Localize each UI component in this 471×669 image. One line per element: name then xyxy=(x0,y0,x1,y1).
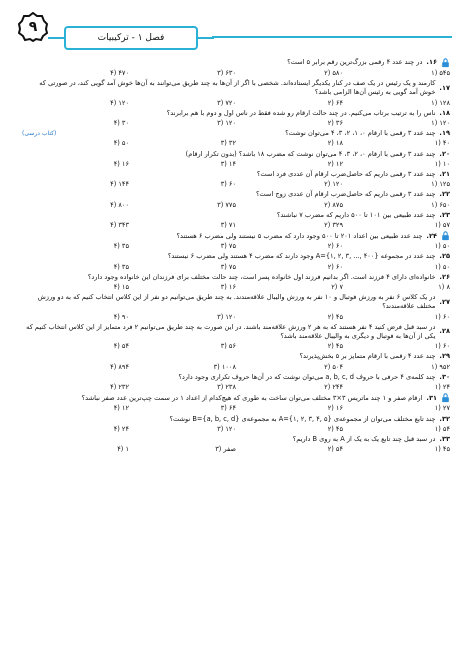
answer-option: ۶۴ (۳ xyxy=(220,404,236,413)
question-text: در چند عدد ۴ رقمی بزرگ‌ترین رقم برابر ۵ است؟ xyxy=(287,58,423,67)
answer-option: ۳۰ (۴ xyxy=(113,119,129,128)
question-number: ۲۷. xyxy=(439,297,450,306)
lock-icon xyxy=(441,58,450,68)
answer-option: ۴۷۰ (۴ xyxy=(110,69,129,77)
answer-option: ۱۲ (۲ xyxy=(327,159,343,168)
answer-option: ۸۰۰ (۴ xyxy=(110,200,129,209)
answer-option: ۱ (۴ xyxy=(117,445,129,454)
question-text: ارقام صفر و ۱ چند ماتریس ۳×۳ مختلف می‌توان ساخت به طوری که هیچ‌کدام از اعداد ۱ در سمت چپ‌ترین عدد صفر نباشد؟ xyxy=(81,393,423,402)
question-item xyxy=(22,211,450,230)
question-number: ۲۵. xyxy=(439,252,450,261)
question-number: ۲۳. xyxy=(439,210,450,219)
answer-option: ۲۴ (۱ xyxy=(434,383,450,392)
answer-option: ۳۶ (۲ xyxy=(327,119,343,128)
answer-options xyxy=(22,119,450,128)
question-text: چند کلمه‌ی ۴ حرفی با حروف a, b, c, d می‌توان نوشت که در آن‌ها حروف تکراری وجود دارد؟ xyxy=(178,372,436,381)
question-text: چند عدد ۳ رقمی داریم که حاصل‌ضرب ارقام آن عددی فرد است؟ xyxy=(256,170,436,179)
question-item xyxy=(22,79,450,108)
answer-options xyxy=(22,383,450,392)
answer-option: ۱۲۰ (۲ xyxy=(324,180,343,189)
answer-option: ۵۴ (۴ xyxy=(113,342,129,351)
chapter-title: فصل ۱ - ترکیبیات xyxy=(64,26,198,50)
answer-option: ۵۰ (۴ xyxy=(113,139,129,148)
answer-option: ۵۷ (۱ xyxy=(434,221,450,230)
answer-options xyxy=(22,99,450,108)
question-number: ۱۸. xyxy=(439,108,450,117)
answer-option: ۶۰ (۲ xyxy=(327,262,343,271)
question-line xyxy=(22,293,450,311)
question-item xyxy=(22,150,450,169)
answer-option: ۱۶ (۲ xyxy=(327,404,343,413)
answer-option: ۱۴۴ (۴ xyxy=(110,180,129,189)
answer-option: ۶۵۰ (۱ xyxy=(431,200,450,209)
question-text: کارمند و یک رئیس در یک صف در کنار یکدیگر ایستاده‌اند. شخصی با اگر از آن‌ها به چند طریق می‌توانند به آن‌ها خوش آمد گویی کند، در صورتی که خوش آمد گویی به رئیس آن‌ها الزامی باشد؟ xyxy=(39,79,436,97)
answer-option: ۴۵ (۱ xyxy=(434,445,450,454)
answer-option: ۷۵ (۳ xyxy=(220,242,236,251)
answer-option: ۲۴ (۴ xyxy=(113,424,129,433)
answer-option: ۷ (۲ xyxy=(331,283,343,292)
question-number: ۲۰. xyxy=(439,149,450,158)
answer-option: ۵۴۵ (۱ xyxy=(431,69,450,77)
question-line xyxy=(22,170,450,179)
question-line xyxy=(22,352,450,361)
question-item xyxy=(22,231,450,251)
answer-option: ۳۴۳ (۴ xyxy=(110,221,129,230)
question-text: در سبد قبل چند تابع یک به یک از A به روی B داریم؟ xyxy=(292,434,436,443)
answer-option: ۵۸۰ (۲ xyxy=(324,69,343,77)
answer-options xyxy=(22,160,450,169)
question-number: ۱۶. xyxy=(426,58,437,67)
answer-options xyxy=(22,69,450,78)
question-text: چند عدد ۳ رقمی داریم که حاصل‌ضرب ارقام آن عددی زوج است؟ xyxy=(255,190,436,199)
question-item xyxy=(22,373,450,392)
question-text: چند عدد ۳ رقمی با ارقام ۰، ۲، ۳، ۴ می‌توان نوشت که مضرب ۱۸ باشد؟ (بدون تکرار ارقام) xyxy=(185,149,436,158)
question-number: ۳۳. xyxy=(439,434,450,443)
answer-options xyxy=(22,201,450,210)
answer-option: ۵۰ (۱ xyxy=(434,262,450,271)
question-line xyxy=(22,109,450,118)
answer-option: ۵۴ (۲ xyxy=(327,445,343,454)
answer-option: ۱۴ (۳ xyxy=(220,159,236,168)
answer-options xyxy=(22,425,450,434)
answer-options xyxy=(22,342,450,351)
answer-option: ۶۰ (۱ xyxy=(434,312,450,321)
answer-option: ۴۵ (۲ xyxy=(327,424,343,433)
question-number: ۲۶. xyxy=(439,272,450,281)
question-line xyxy=(22,393,450,403)
question-number: ۱۷. xyxy=(439,83,450,92)
header-rule xyxy=(212,36,452,38)
answer-option: ۲۳۲ (۴ xyxy=(110,383,129,392)
question-number: ۲۹. xyxy=(439,352,450,361)
answer-option: ۹۵۲ (۱ xyxy=(431,362,450,371)
question-number: ۲۲. xyxy=(439,190,450,199)
question-line xyxy=(22,323,450,341)
question-line xyxy=(22,211,450,220)
answer-option: ۳۵ (۴ xyxy=(113,262,129,271)
answer-option: ۱۶ (۴ xyxy=(113,159,129,168)
answer-options xyxy=(22,139,450,148)
answer-option: ۳۲۹ (۲ xyxy=(324,221,343,230)
question-text: ناس را به ترتیب برتاب می‌کنیم. در چند حالت ارقام رو شده فقط در ناس اول و دوم با هم برابرند؟ xyxy=(166,108,436,117)
answer-options xyxy=(22,221,450,230)
answer-option: ۹۰ (۴ xyxy=(113,312,129,321)
answer-option: صفر (۳ xyxy=(215,445,236,454)
answer-option: ۶۴ (۲ xyxy=(327,98,343,107)
question-item xyxy=(22,323,450,352)
question-number: ۲۸. xyxy=(439,327,450,336)
question-number: ۲۴. xyxy=(426,231,437,240)
question-item xyxy=(22,393,450,413)
question-text: چند عدد طبیعی بین اعداد ۲۰۱ تا ۵۰۰ وجود دارد که مضرب ۵ نیستند ولی مضرب ۶ هستند؟ xyxy=(176,231,423,240)
answer-option: ۱۶ (۳ xyxy=(220,283,236,292)
question-item xyxy=(22,129,450,148)
answer-option: ۵۶ (۳ xyxy=(220,342,236,351)
answer-options xyxy=(22,313,450,322)
question-item xyxy=(22,109,450,128)
question-line xyxy=(22,129,450,138)
answer-options xyxy=(22,180,450,189)
answer-option: ۱۲۰ (۳ xyxy=(217,424,236,433)
answer-option: ۵۰۴ (۲ xyxy=(324,362,343,371)
question-line xyxy=(22,79,450,97)
answer-options xyxy=(22,445,450,454)
answer-option: ۷۷۵ (۳ xyxy=(217,200,236,209)
answer-option: ۴۵ (۲ xyxy=(327,342,343,351)
question-line xyxy=(22,150,450,159)
answer-options xyxy=(22,283,450,292)
question-line xyxy=(22,373,450,382)
answer-option: ۶۳۰ (۳ xyxy=(217,69,236,77)
question-item xyxy=(22,58,450,78)
question-line xyxy=(22,273,450,282)
answer-options xyxy=(22,363,450,372)
question-item xyxy=(22,352,450,371)
question-text: خانواده‌ای دارای ۴ فرزند است. اگر بدانیم فرزند اول خانواده پسر است، چند حالت مختلف برای فرزندان این خانواده وجود دارد؟ xyxy=(87,272,436,281)
question-number: ۲۱. xyxy=(439,170,450,179)
page-header xyxy=(14,10,454,50)
page-number: ۹ xyxy=(28,19,38,35)
lock-icon xyxy=(441,231,450,241)
question-line xyxy=(22,435,450,444)
answer-option: ۱۸ (۲ xyxy=(327,139,343,148)
answer-option: ۱۰۰۸ (۳ xyxy=(213,362,236,371)
question-item xyxy=(22,415,450,434)
answer-option: ۱۲۸ (۱ xyxy=(431,98,450,107)
question-item xyxy=(22,293,450,322)
question-text: چند تابع مختلف می‌توان از مجموعه‌ی {۵ ,۴ ,۳ ,۲ ,۱}=A به مجموعه‌ی {a, b, c, d}=B نوشت؟ xyxy=(169,414,436,423)
question-number: ۳۱. xyxy=(426,393,437,402)
answer-option: ۷۵ (۳ xyxy=(220,262,236,271)
question-line xyxy=(22,415,450,424)
question-line xyxy=(22,190,450,199)
answer-option: ۲۴۴ (۲ xyxy=(324,383,343,392)
answer-option: ۲۳۸ (۳ xyxy=(217,383,236,392)
lock-icon xyxy=(441,393,450,403)
question-text: چند عدد ۴ رقمی با ارقام متمایز بر ۵ بخش‌پذیرند؟ xyxy=(299,352,436,361)
answer-option: ۱۲۰ (۱ xyxy=(431,119,450,128)
question-line xyxy=(22,252,450,261)
question-text: در سبد قبل فرض کنید ۴ نفر هستند که به هر ۲ ورزش علاقه‌مند باشند. در این صورت به چند طریق می‌توانیم ۲ فرد متمایز از این کلاس انتخاب کنیم که یکی از آن‌ها به فوتبال و دیگری به والیبال علاقه‌مند باشد؟ xyxy=(26,322,436,341)
answer-option: ۶۰ (۲ xyxy=(327,242,343,251)
question-line xyxy=(22,58,450,68)
question-list xyxy=(22,58,450,455)
answer-option: ۴۰ (۱ xyxy=(434,139,450,148)
answer-option: ۲۷ (۱ xyxy=(434,404,450,413)
question-text: در یک کلاس ۶ نفر به ورزش فوتبال و ۱۰ نفر به ورزش والیبال علاقه‌مندند. به چند طریق می‌توانیم دو نفر از این کلاس انتخاب کنیم که به دو ورزش مختلف علاقه‌مندند؟ xyxy=(37,293,436,311)
answer-option: ۱۲۰ (۴ xyxy=(110,98,129,107)
answer-option: ۷۱ (۳ xyxy=(220,221,236,230)
question-item xyxy=(22,273,450,292)
answer-options xyxy=(22,404,450,413)
answer-option: ۱۲۵ (۱ xyxy=(431,180,450,189)
question-line xyxy=(22,231,450,241)
answer-options xyxy=(22,242,450,251)
answer-option: ۱۲۰ (۳ xyxy=(217,312,236,321)
answer-option: ۶۰ (۳ xyxy=(220,180,236,189)
answer-option: ۸ (۱ xyxy=(438,283,450,292)
answer-option: ۱۵ (۴ xyxy=(113,283,129,292)
answer-option: ۱۰ (۱ xyxy=(434,159,450,168)
question-text: چند عدد ۳ رقمی با ارقام ۰، ۱، ۲، ۳، ۴ می‌توان نوشت؟ xyxy=(285,129,436,138)
answer-option: ۷۲۰ (۳ xyxy=(217,98,236,107)
answer-option: ۱۲ (۴ xyxy=(113,404,129,413)
source-tag: (کتاب درسی) xyxy=(22,130,57,138)
question-text: چند عدد در مجموعه {۴۰۰ ,... ,۳ ,۲ ,۱}=A وجود دارند که مضرب ۴ هستند ولی مضرب ۶ نیستند؟ xyxy=(167,252,436,261)
page-number-badge xyxy=(18,12,48,42)
answer-option: ۵۰ (۱ xyxy=(434,242,450,251)
question-item xyxy=(22,435,450,454)
answer-option: ۶۰ (۱ xyxy=(434,342,450,351)
answer-option: ۵۴ (۱ xyxy=(434,424,450,433)
answer-options xyxy=(22,263,450,272)
question-number: ۳۲. xyxy=(439,414,450,423)
answer-option: ۸۷۵ (۲ xyxy=(324,200,343,209)
answer-option: ۳۵ (۴ xyxy=(113,242,129,251)
answer-option: ۴۵ (۲ xyxy=(327,312,343,321)
answer-option: ۳۲ (۳ xyxy=(220,139,236,148)
question-number: ۱۹. xyxy=(439,129,450,138)
answer-option: ۱۲۰ (۳ xyxy=(217,119,236,128)
answer-option: ۸۹۴ (۴ xyxy=(110,362,129,371)
question-item xyxy=(22,190,450,209)
question-item xyxy=(22,252,450,271)
question-item xyxy=(22,170,450,189)
question-text: چند عدد طبیعی بین ۱۰۱ تا ۵۰۰ داریم که مضرب ۷ نباشند؟ xyxy=(276,210,436,219)
question-number: ۳۰. xyxy=(439,372,450,381)
